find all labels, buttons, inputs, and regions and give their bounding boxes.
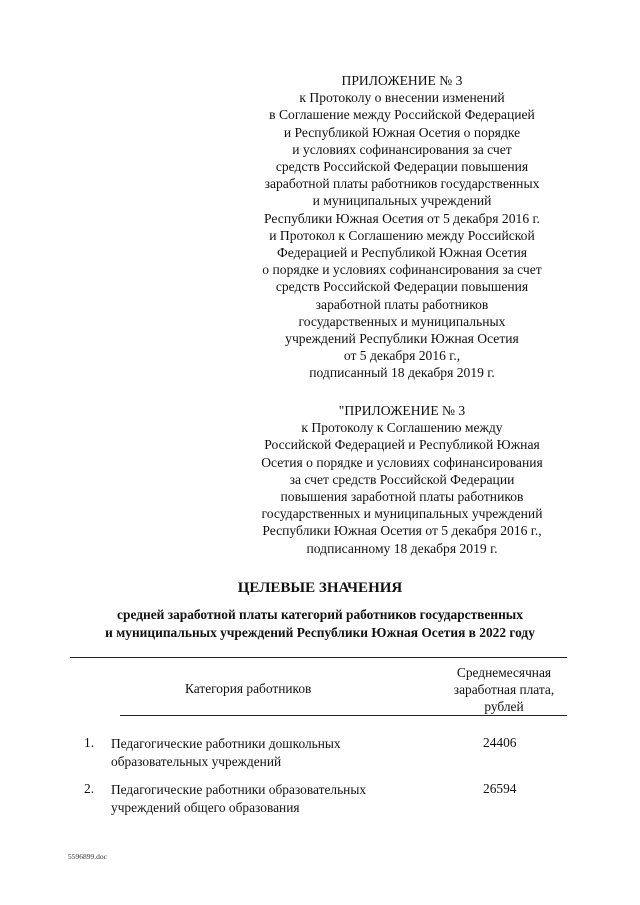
annex-quote <box>232 402 572 557</box>
column-header-salary-line: заработная плата, <box>453 682 555 697</box>
row-value: 26594 <box>483 781 517 796</box>
table-top-rule <box>70 657 567 658</box>
column-header-salary-line: рублей <box>484 699 524 714</box>
annex-header <box>232 72 572 382</box>
table-header-rule <box>120 715 567 716</box>
row-number: 2. <box>84 781 95 796</box>
annex-header-line: в Соглашение между Российской Федерацией <box>269 107 535 123</box>
annex-header-line: Федерацией и Республикой Южная Осетия <box>276 245 527 261</box>
annex-quote-line: повышения заработной платы работников <box>280 489 524 505</box>
document-title: ЦЕЛЕВЫЕ ЗНАЧЕНИЯ <box>237 580 403 596</box>
annex-header-line: и условиях софинансирования за счет <box>292 141 512 157</box>
annex-header-line: государственных и муниципальных <box>298 313 506 329</box>
annex-header-line: от 5 декабря 2016 г., <box>343 348 461 364</box>
annex-header-line: заработной платы работников <box>315 296 489 312</box>
annex-header-line: о порядке и условиях софинансирования за счет <box>262 262 542 278</box>
column-header-category: Категория работников <box>185 681 312 696</box>
annex-quote-line: государственных и муниципальных учреждений <box>261 506 543 522</box>
row-value: 24406 <box>483 735 517 750</box>
annex-header-line: учреждений Республики Южная Осетия <box>285 331 519 347</box>
annex-header-line: ПРИЛОЖЕНИЕ № 3 <box>341 73 463 88</box>
row-category-line: Педагогические работники образовательных <box>111 782 367 797</box>
row-category <box>111 781 411 816</box>
annex-header-line: средств Российской Федерации повышения <box>275 159 529 175</box>
subtitle-line: и муниципальных учреждений Республики Южная Осетия в 2022 году <box>105 625 535 640</box>
annex-header-line: Республики Южная Осетия от 5 декабря 2016 г. <box>264 210 540 226</box>
annex-quote-line: Осетия о порядке и условиях софинансирования <box>261 454 543 470</box>
annex-quote-line: Российской Федерацией и Республикой Южная <box>264 437 540 453</box>
row-category-line: образовательных учреждений <box>111 753 282 769</box>
annex-quote-line: "ПРИЛОЖЕНИЕ № 3 <box>338 403 466 418</box>
annex-header-line: и муниципальных учреждений <box>312 193 492 209</box>
row-category-line: учреждений общего образования <box>111 799 300 815</box>
row-category-line: Педагогические работники дошкольных <box>111 736 341 751</box>
annex-quote-line: Республики Южная Осетия от 5 декабря 2016 г., <box>262 523 542 539</box>
document-subtitle <box>0 606 640 642</box>
annex-quote-line: подписанному 18 декабря 2019 г. <box>306 540 498 556</box>
row-category <box>111 735 411 770</box>
annex-quote-line: к Протоколу к Соглашению между <box>301 420 503 436</box>
annex-header-line: заработной платы работников государственных <box>264 176 540 192</box>
row-number: 1. <box>84 735 95 750</box>
annex-header-line: и Республикой Южная Осетия о порядке <box>283 124 521 140</box>
annex-header-line: к Протоколу о внесении изменений <box>299 90 505 106</box>
annex-header-line: и Протокол к Соглашению между Российской <box>269 227 535 243</box>
annex-header-line: средств Российской Федерации повышения <box>275 279 529 295</box>
annex-quote-line: за счет средств Российской Федерации <box>289 471 515 487</box>
annex-header-line: подписанный 18 декабря 2019 г. <box>309 365 495 381</box>
column-header-salary <box>443 664 565 715</box>
column-header-salary-line: Среднемесячная <box>456 665 552 680</box>
subtitle-line: средней заработной платы категорий работников государственных <box>117 607 523 622</box>
file-name-footer: 5596899.doc <box>68 852 107 861</box>
